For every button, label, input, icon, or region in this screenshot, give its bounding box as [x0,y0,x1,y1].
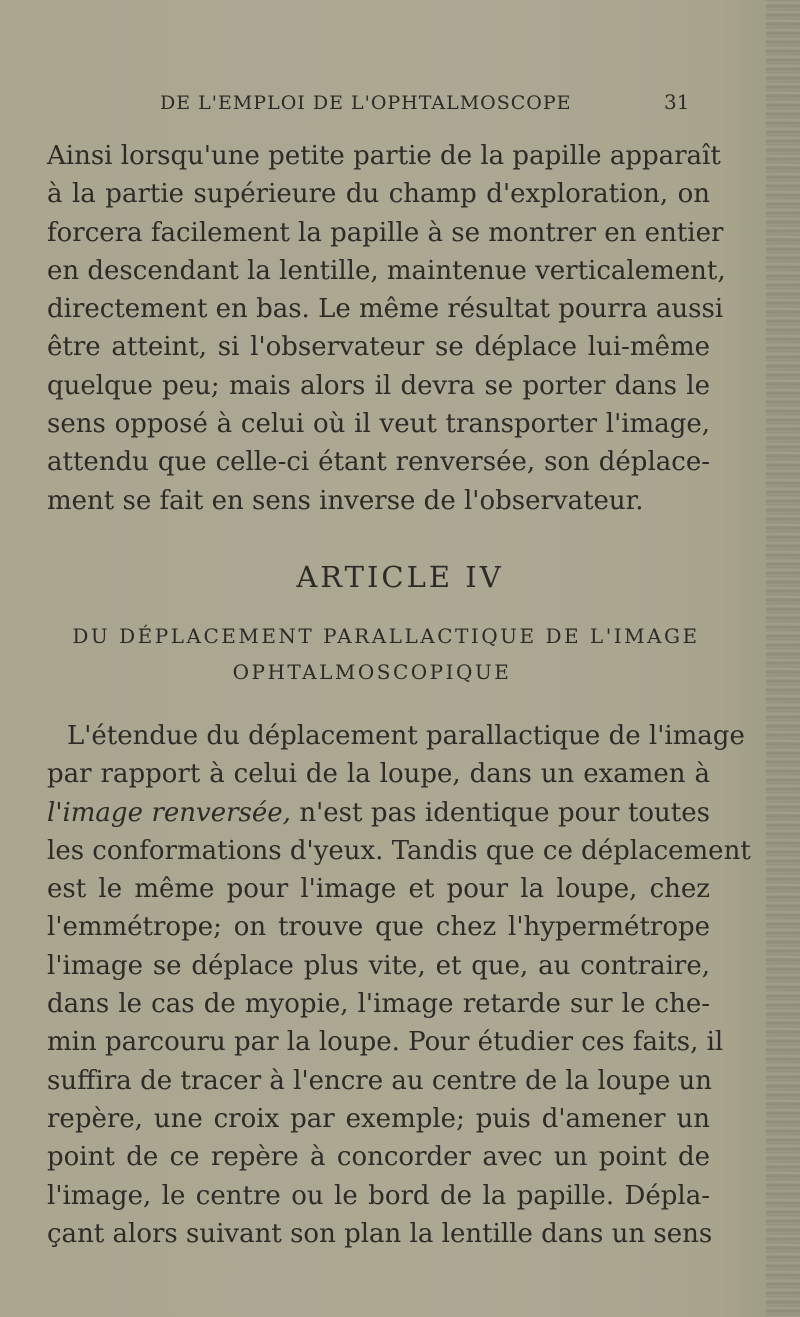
text-line: à la partie supérieure du champ d'exploration, on [47,179,710,210]
article-subtitle-line-1: DU DÉPLACEMENT PARALLACTIQUE DE L'IMAGE [72,624,700,648]
text-line: l'emmétrope; on trouve que chez l'hypermétrope [47,912,710,943]
text-line: les conformations d'yeux. Tandis que ce déplacement [47,835,751,866]
text-line: dans le cas de myopie, l'image retarde sur le che- [47,989,710,1020]
text-line: çant alors suivant son plan la lentille dans un sens [47,1218,713,1249]
italic-phrase: l'image renversée, [47,797,291,828]
text-line: Ainsi lorsqu'une petite partie de la papille apparaît [47,141,721,171]
text-line: quelque peu; mais alors il devra se porter dans le [47,370,710,401]
text-line: forcera facilement la papille à se montrer en entier [47,217,724,248]
article-subtitle-line-2: OPHTALMOSCOPIQUE [232,660,512,684]
text-line: suffira de tracer à l'encre au centre de la loupe un [47,1065,712,1096]
text-line [47,794,710,832]
text-line: min parcouru par la loupe. Pour étudier ces faits, il [47,1027,724,1058]
page-number: 31 [664,90,690,114]
text-line: en descendant la lentille, maintenue verticalement, [47,255,726,286]
text-line: l'image, le centre ou le bord de la papille. Dépla- [47,1180,710,1211]
text-line: directement en bas. Le même résultat pourra aussi [47,294,724,325]
paragraph-2 [47,717,751,1253]
article-title: ARTICLE IV [296,560,504,594]
page-edge [766,0,800,1317]
text-line: l'image se déplace plus vite, et que, au contraire, [47,950,710,981]
text-line: attendu que celle-ci étant renversée, son déplace- [47,447,710,478]
text-fragment: n'est pas identique pour toutes [290,797,710,828]
text-line: être atteint, si l'observateur se déplace lui-même [47,332,710,363]
text-line: par rapport à celui de la loupe, dans un examen à [47,759,710,790]
text-line: sens opposé à celui où il veut transporter l'image, [47,409,710,440]
text-line: point de ce repère à concorder avec un point de [47,1142,710,1173]
text-line: ment se fait en sens inverse de l'observateur. [47,485,644,516]
text-line: L'étendue du déplacement parallactique de l'image [67,721,745,751]
text-line: est le même pour l'image et pour la loupe, chez [47,874,710,905]
running-head: DE L'EMPLOI DE L'OPHTALMOSCOPE [160,92,572,114]
paragraph-1 [47,137,726,520]
text-line: repère, une croix par exemple; puis d'amener un [47,1103,710,1134]
